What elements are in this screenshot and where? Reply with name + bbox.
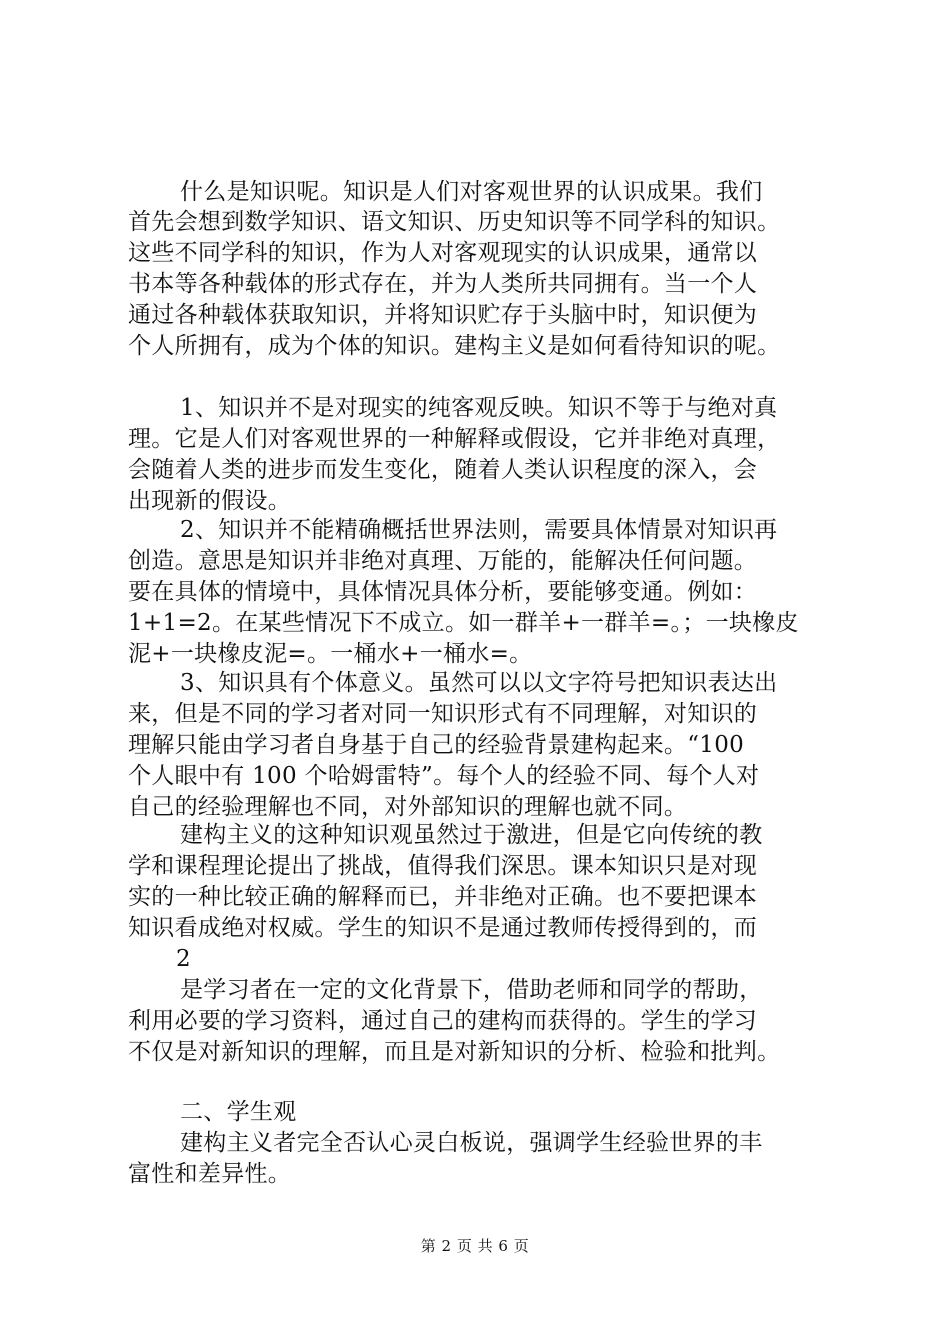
text-line: 创造。意思是知识并非绝对真理、万能的，能解决任何问题。 [128, 548, 758, 574]
text-line: 自己的经验理解也不同，对外部知识的理解也就不同。 [128, 794, 688, 820]
text-line: 书本等各种载体的形式存在，并为人类所共同拥有。当一个人 [128, 271, 758, 297]
text-line: 2 [176, 946, 191, 972]
text-line: 实的一种比较正确的解释而已，并非绝对正确。也不要把课本 [128, 884, 758, 910]
text-line: 理解只能由学习者自身基于自己的经验背景建构起来。“100 [128, 732, 745, 758]
text-line: 这些不同学科的知识，作为人对客观现实的认识成果，通常以 [128, 240, 758, 266]
text-line: 2、知识并不能精确概括世界法则，需要具体情景对知识再 [180, 517, 778, 543]
text-line: 知识看成绝对权威。学生的知识不是通过教师传授得到的，而 [128, 915, 758, 941]
page-number-footer: 第 2 页 共 6 页 [420, 1237, 530, 1255]
text-line: 个人所拥有，成为个体的知识。建构主义是如何看待知识的呢。 [128, 333, 781, 359]
text-line: 利用必要的学习资料，通过自己的建构而获得的。学生的学习 [128, 1008, 758, 1034]
text-line: 理。它是人们对客观世界的一种解释或假设，它并非绝对真理， [128, 426, 781, 452]
text-line: 3、知识具有个体意义。虽然可以以文字符号把知识表达出 [180, 670, 778, 696]
text-line: 通过各种载体获取知识，并将知识贮存于头脑中时，知识便为 [128, 302, 758, 328]
text-line: 建构主义的这种知识观虽然过于激进，但是它向传统的教 [180, 822, 763, 848]
text-line: 会随着人类的进步而发生变化，随着人类认识程度的深入，会 [128, 457, 758, 483]
text-line: 1+1=2。在某些情况下不成立。如一群羊+一群羊=。；一块橡皮 [128, 610, 799, 636]
text-line: 首先会想到数学知识、语文知识、历史知识等不同学科的知识。 [128, 209, 781, 235]
text-line: 个人眼中有 100 个哈姆雷特”。每个人的经验不同、每个人对 [128, 763, 760, 789]
text-line: 不仅是对新知识的理解，而且是对新知识的分析、检验和批判。 [128, 1039, 781, 1065]
text-line: 什么是知识呢。知识是人们对客观世界的认识成果。我们 [180, 179, 763, 205]
section-heading: 二、学生观 [180, 1099, 297, 1125]
text-line: 是学习者在一定的文化背景下，借助老师和同学的帮助， [180, 977, 763, 1003]
text-line: 来，但是不同的学习者对同一知识形式有不同理解，对知识的 [128, 701, 758, 727]
text-line: 1、知识并不是对现实的纯客观反映。知识不等于与绝对真 [180, 395, 778, 421]
text-line: 富性和差异性。 [128, 1161, 292, 1187]
text-line: 建构主义者完全否认心灵白板说，强调学生经验世界的丰 [180, 1130, 763, 1156]
text-line: 出现新的假设。 [128, 488, 292, 514]
text-line: 泥+一块橡皮泥=。一桶水+一桶水=。 [128, 641, 533, 667]
text-line: 学和课程理论提出了挑战，值得我们深思。课本知识只是对现 [128, 853, 758, 879]
text-line: 要在具体的情境中，具体情况具体分析，要能够变通。例如： [128, 579, 758, 605]
